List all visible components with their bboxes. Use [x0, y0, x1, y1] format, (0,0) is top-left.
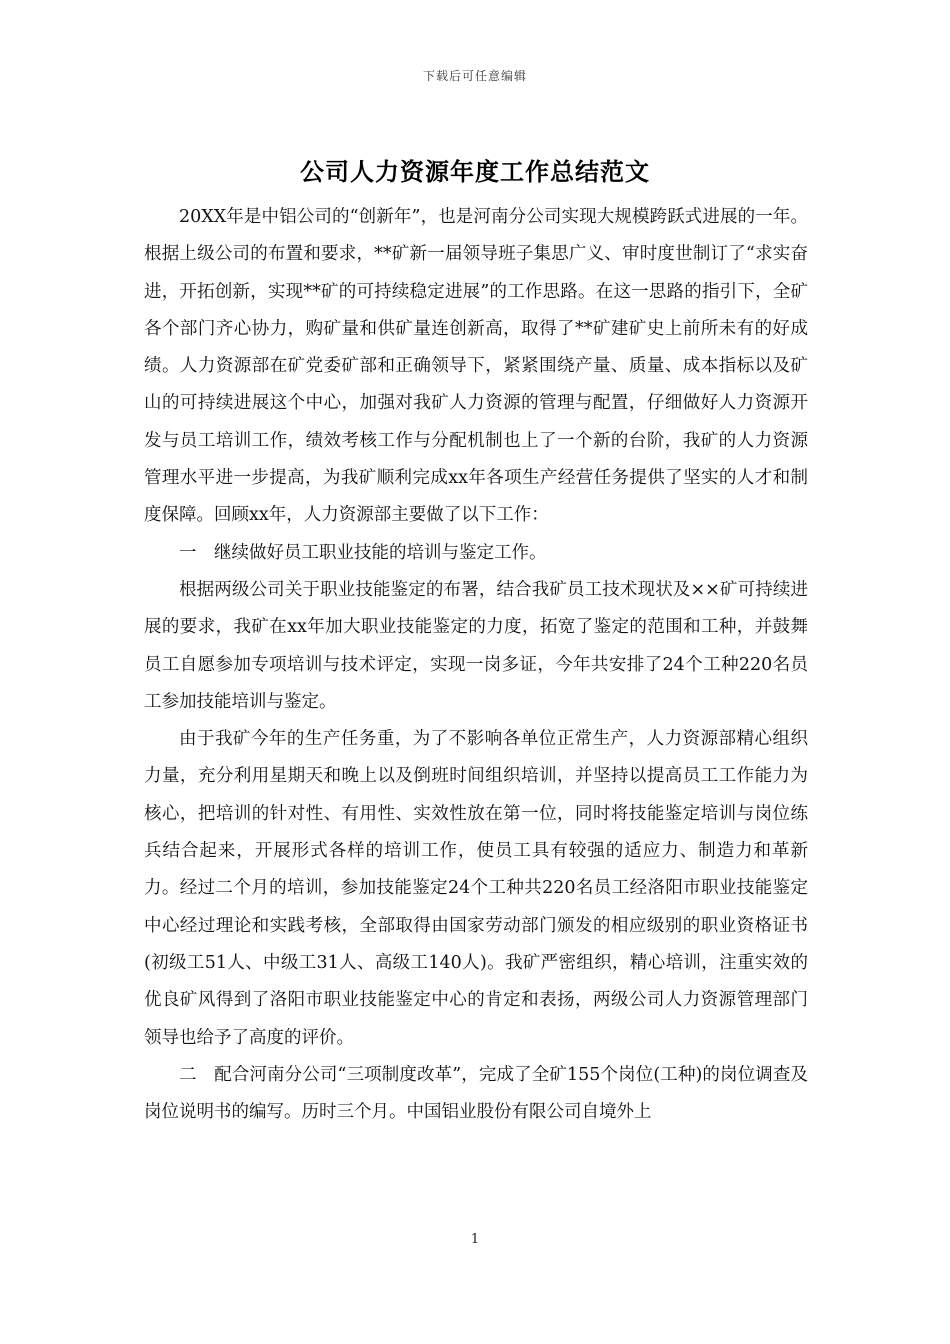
body-paragraph: 由于我矿今年的生产任务重，为了不影响各单位正常生产，人力资源部精心组织力量，充分利用星期天和晚上以及倒班时间组织培训，并坚持以提高员工工作能力为核心，把培训的针对性、有用性、实效性放在第一位，同时将技能鉴定培训与岗位练兵结合起来，开展形式各样的培训工作，使员工具有较强的适应力、制造力和革新力。经过二个月的培训，参加技能鉴定24个工种共220名员工经洛阳市职业技能鉴定中心经过理论和实践考核，全部取得由国家劳动部门颁发的相应级别的职业资格证书(初级工51人、中级工31人、高级工140人)。我矿严密组织，精心培训，注重实效的优良矿风得到了洛阳市职业技能鉴定中心的肯定和表扬，两级公司人力资源管理部门领导也给予了高度的评价。	[144, 729, 808, 1048]
document-title: 公司人力资源年度工作总结范文	[300, 157, 650, 186]
section-two-paragraph: 二 配合河南分公司“三项制度改革”，完成了全矿155个岗位(工种)的岗位调查及岗位说明书的编写。历时三个月。中国铝业股份有限公司自境外上	[144, 1064, 808, 1123]
body-paragraph: 20XX年是中铝公司的“创新年”，也是河南分公司实现大规模跨跃式进展的一年。根据上级公司的布置和要求，**矿新一届领导班子集思广义、审时度世制订了“求实奋进，开拓创新，实现**矿的可持续稳定进展”的工作思路。在这一思路的指引下，全矿各个部门齐心协力，购矿量和供矿量连创新高，取得了**矿建矿史上前所未有的好成绩。人力资源部在矿党委矿部和正确领导下，紧紧围绕产量、质量、成本指标以及矿山的可持续进展这个中心，加强对我矿人力资源的管理与配置，仔细做好人力资源开发与员工培训工作，绩效考核工作与分配机制也上了一个新的台阶，我矿的人力资源管理水平进一步提高，为我矿顺利完成xx年各项生产经营任务提供了坚实的人才和制度保障。回顾xx年，人力资源部主要做了以下工作：	[144, 207, 808, 526]
document-body	[144, 199, 808, 1131]
header-note: 下载后可任意编辑	[422, 69, 527, 83]
section-heading-one: 一 继续做好员工职业技能的培训与鉴定工作。	[179, 542, 547, 563]
page-number: 1	[470, 1232, 480, 1247]
body-paragraph: 根据两级公司关于职业技能鉴定的布署，结合我矿员工技术现状及××矿可持续进展的要求，我矿在xx年加大职业技能鉴定的力度，拓宽了鉴定的范围和工种，并鼓舞员工自愿参加专项培训与技术评定，实现一岗多证，今年共安排了24个工种220名员工参加技能培训与鉴定。	[144, 579, 808, 712]
